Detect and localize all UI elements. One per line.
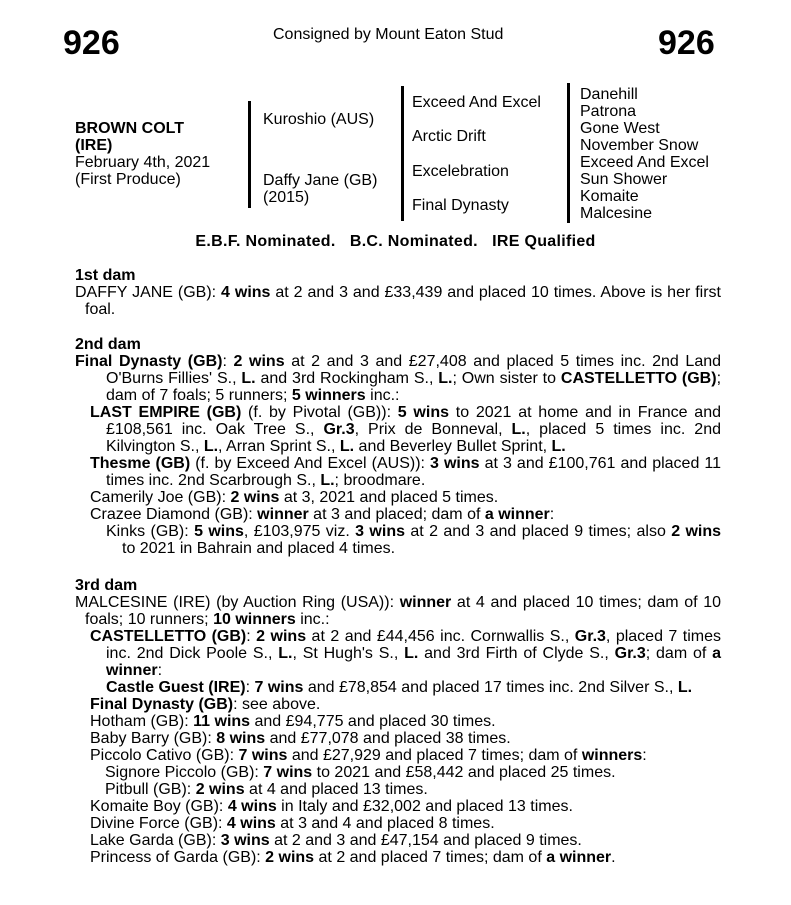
third-dam-heading: 3rd dam (75, 577, 138, 594)
pedigree-sire: Kuroshio (AUS) (263, 111, 375, 128)
pedigree-divider-2 (401, 86, 404, 221)
nominations: E.B.F. Nominated. B.C. Nominated. IRE Qualified (195, 233, 596, 250)
pedigree-dam (263, 172, 377, 206)
crazee-diamond-entry: Crazee Diamond (GB): winner at 3 and placed; dam of a winner: (90, 506, 555, 523)
produce-note: (First Produce) (75, 171, 181, 188)
pedigree-gen2-1: Arctic Drift (412, 128, 486, 145)
lot-number-left: 926 (63, 24, 120, 62)
horse-info (75, 120, 210, 188)
pedigree-gen3-1: Patrona (580, 103, 637, 120)
kinks-entry: Kinks (GB): 5 wins, £103,975 viz. 3 wins at 2 and 3 and placed 9 times; also 2 wins to 2021 in Bahrain and placed 4 times. (106, 523, 722, 557)
princess-of-garda-entry: Princess of Garda (GB): 2 wins at 2 and placed 7 times; dam of a winner. (90, 849, 616, 866)
third-dam-section (75, 577, 721, 866)
pedigree-divider-3 (567, 83, 570, 223)
pedigree-gen3-5: Sun Shower (580, 171, 668, 188)
castle-guest-entry: Castle Guest (IRE): 7 wins and £78,854 and placed 17 times inc. 2nd Silver S., L. (106, 679, 693, 696)
thesme-entry: Thesme (GB) (f. by Exceed And Excel (AUS)): 3 wins at 3 and £100,761 and placed 11 times inc. 2nd Scarbrough S., L.; broodmare. (90, 455, 721, 489)
malcesine-entry: MALCESINE (IRE) (by Auction Ring (USA)): winner at 4 and placed 10 times; dam of 10 foals; 10 runners; 10 winners inc.: (75, 594, 722, 628)
pedigree-gen3-6: Komaite (580, 188, 639, 205)
consignor: Consigned by Mount Eaton Stud (273, 26, 504, 43)
lake-garda-entry: Lake Garda (GB): 3 wins at 2 and 3 and £47,154 and placed 9 times. (90, 832, 582, 849)
pedigree-gen2-2: Excelebration (412, 163, 509, 180)
lot-number-right: 926 (658, 24, 715, 62)
pedigree-gen3 (580, 86, 709, 222)
camerily-joe-entry: Camerily Joe (GB): 2 wins at 3, 2021 and placed 5 times. (90, 489, 499, 506)
pedigree-divider-1 (248, 101, 251, 208)
pitbull-entry: Pitbull (GB): 2 wins at 4 and placed 13 times. (105, 781, 428, 798)
second-dam-section (75, 336, 721, 557)
pedigree-dam-year: (2015) (263, 189, 310, 206)
pedigree-gen3-2: Gone West (580, 120, 660, 137)
pedigree-gen3-3: November Snow (580, 137, 699, 154)
signore-piccolo-entry: Signore Piccolo (GB): 7 wins to 2021 and £58,442 and placed 25 times. (105, 764, 616, 781)
second-dam-heading: 2nd dam (75, 336, 141, 353)
horse-name: BROWN COLT (75, 120, 185, 137)
castelletto-entry: CASTELLETTO (GB): 2 wins at 2 and £44,456 inc. Cornwallis S., Gr.3, placed 7 times inc. 2nd Dick Poole S., L., St Hugh's S., L. and 3rd Firth of Clyde S., Gr.3; dam of a winner: (90, 628, 722, 679)
divine-force-entry: Divine Force (GB): 4 wins at 3 and 4 and placed 8 times. (90, 815, 495, 832)
final-dynasty-ref-entry: Final Dynasty (GB): see above. (90, 696, 321, 713)
first-dam-entry: DAFFY JANE (GB): 4 wins at 2 and 3 and £33,439 and placed 10 times. Above is her first foal. (75, 284, 721, 318)
baby-barry-entry: Baby Barry (GB): 8 wins and £77,078 and placed 38 times. (90, 730, 511, 747)
pedigree-gen3-7: Malcesine (580, 205, 653, 222)
pedigree-gen2-0: Exceed And Excel (412, 94, 541, 111)
horse-country: (IRE) (75, 137, 113, 154)
komaite-boy-entry: Komaite Boy (GB): 4 wins in Italy and £32,002 and placed 13 times. (90, 798, 573, 815)
pedigree-gen3-4: Exceed And Excel (580, 154, 709, 171)
foaling-date: February 4th, 2021 (75, 154, 211, 171)
final-dynasty-entry: Final Dynasty (GB): 2 wins at 2 and 3 and £27,408 and placed 5 times inc. 2nd Land O'Burns Fillies' S., L. and 3rd Rockingham S., L.; Own sister to CASTELLETTO (GB); dam of 7 foals; 5 runners; 5 winners inc.: (75, 353, 722, 404)
first-dam-section (75, 267, 721, 318)
hotham-entry: Hotham (GB): 11 wins and £94,775 and placed 30 times. (90, 713, 496, 730)
last-empire-entry: LAST EMPIRE (GB) (f. by Pivotal (GB)): 5 wins to 2021 at home and in France and £108,561 inc. Oak Tree S., Gr.3, Prix de Bonneval, L., placed 5 times inc. 2nd Kilvington S., L., Arran Sprint S., L. and Beverley Bullet Sprint, L. (90, 404, 721, 455)
pedigree-dam-name: Daffy Jane (GB) (263, 172, 378, 189)
pedigree-gen3-0: Danehill (580, 86, 638, 103)
pedigree-gen2-3: Final Dynasty (412, 197, 509, 214)
first-dam-heading: 1st dam (75, 267, 136, 284)
piccolo-cativo-entry: Piccolo Cativo (GB): 7 wins and £27,929 and placed 7 times; dam of winners: (90, 747, 647, 764)
